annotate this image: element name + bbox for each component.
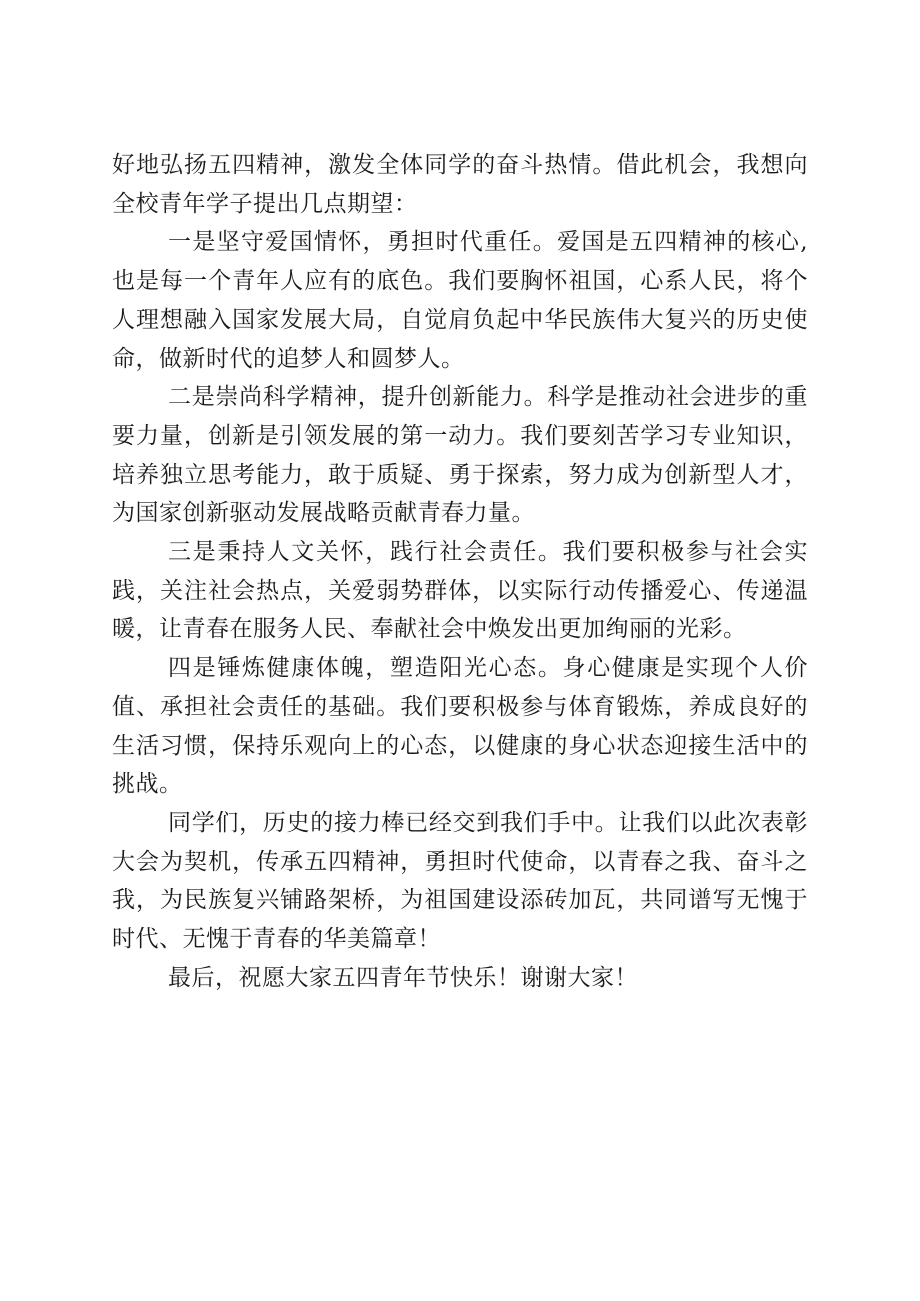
paragraph-closing: 最后，祝愿大家五四青年节快乐！谢谢大家！ [168, 964, 638, 991]
paragraph-call-to-action: 同学们，历史的接力棒已经交到我们手中。让我们以此次表彰大会为契机，传承五四精神，勇担时代使命，以青春之我、奋斗之我，为民族复兴铺路架桥，为祖国建设添砖加瓦，共同谱写无愧于时代、无愧于青春的华美篇章！ [112, 809, 808, 953]
paragraph-expectation-2: 二是崇尚科学精神，提升创新能力。科学是推动社会进步的重要力量，创新是引领发展的第一动力。我们要刻苦学习专业知识，培养独立思考能力，敢于质疑、勇于探索，努力成为创新型人才，为国家创新驱动发展战略贡献青春力量。 [112, 384, 808, 527]
paragraph-expectation-1: 一是坚守爱国情怀，勇担时代重任。爱国是五四精神的核心,也是每一个青年人应有的底色。我们要胸怀祖国，心系人民，将个人理想融入国家发展大局，自觉肩负起中华民族伟大复兴的历史使命，做新时代的追梦人和圆梦人。 [112, 229, 808, 372]
paragraph-expectation-4: 四是锤炼健康体魄，塑造阳光心态。身心健康是实现个人价值、承担社会责任的基础。我们要积极参与体育锻炼，养成良好的生活习惯，保持乐观向上的心态，以健康的身心状态迎接生活中的挑战。 [112, 655, 808, 798]
paragraph-continuation: 好地弘扬五四精神，激发全体同学的奋斗热情。借此机会，我想向全校青年学子提出几点期望： [112, 152, 808, 217]
paragraph-expectation-3: 三是秉持人文关怀，践行社会责任。我们要积极参与社会实践，关注社会热点，关爱弱势群体，以实际行动传播爱心、传递温暖，让青春在服务人民、奉献社会中焕发出更加绚丽的光彩。 [112, 539, 808, 643]
document-body [112, 146, 808, 997]
